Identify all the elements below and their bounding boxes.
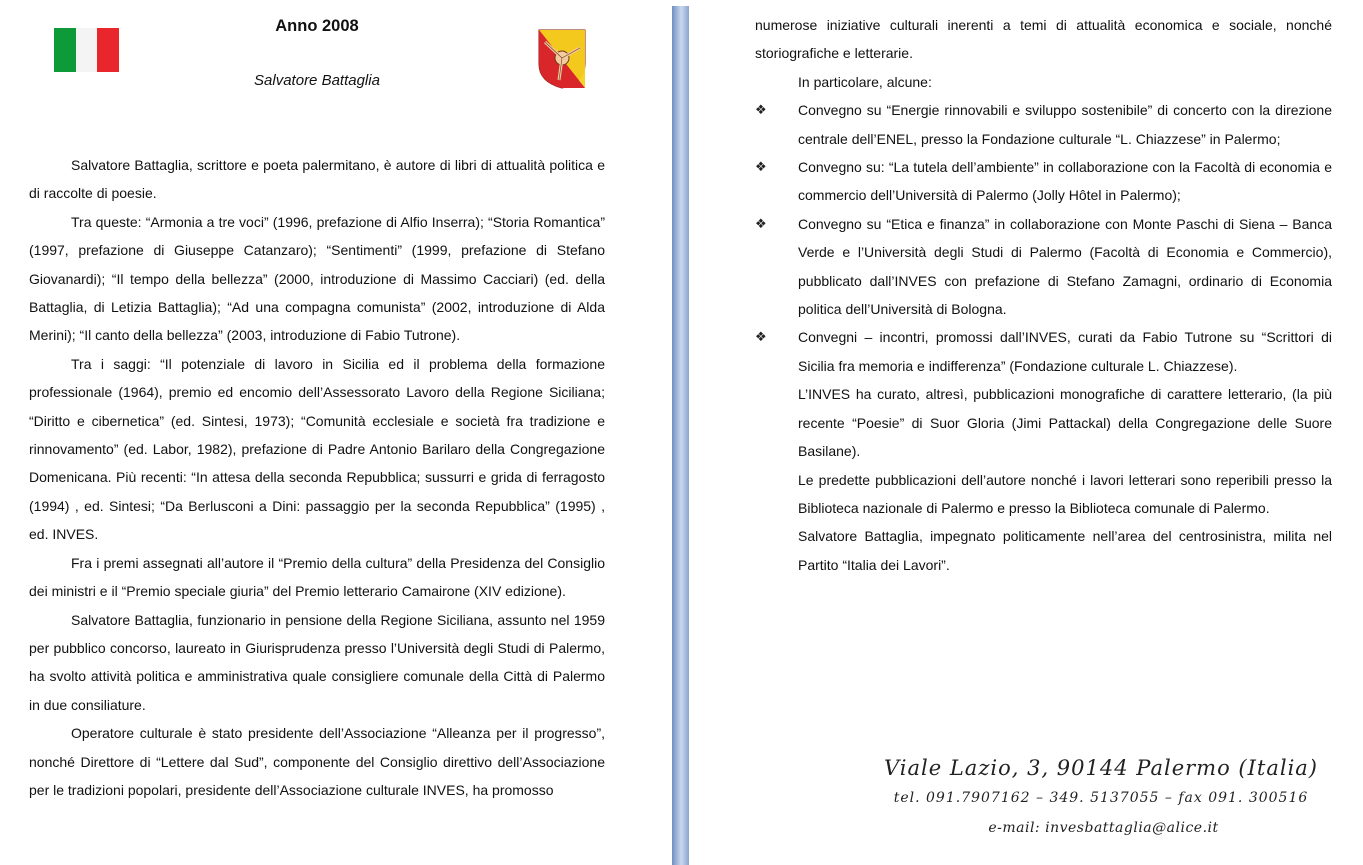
list-item [755, 323, 1332, 380]
bullet-diamond-icon: ❖ [755, 215, 767, 231]
paragraph-continuation: numerose iniziative culturali inerenti a temi di attualità economica e sociale, nonché storiografiche e letterarie. [755, 17, 1332, 62]
list-item-text: Convegni – incontri, promossi dall’INVES, curati da Fabio Tutrone su “Scrittori di Sicilia fra memoria e indifferenza” (Fondazione culturale L. Chiazzese). [798, 329, 1332, 374]
page-left [0, 0, 672, 865]
paragraph: L’INVES ha curato, altresì, pubblicazioni monografiche di carattere letterario, (la più recente “Poesie” di Suor Gloria (Jimi Pattackal) della Congregazione delle Suore Basilane). [798, 386, 1332, 460]
paragraph-intro: In particolare, alcune: [798, 73, 932, 90]
conference-list [755, 96, 1332, 380]
page-divider [672, 6, 689, 865]
bullet-diamond-icon: ❖ [755, 102, 767, 118]
list-item [755, 210, 1332, 324]
list-item-text: Convegno su “Etica e finanza” in collaborazione con Monte Paschi di Siena – Banca Verde e l’Università degli Studi di Palermo (Facoltà di Economia e Commercio), pubblicato dall’INVES con prefazione di Stefano Zamagni, ordinario di Economia politica dell’Università di Bologna. [798, 215, 1332, 318]
list-item [755, 153, 1332, 210]
paragraph: Operatore culturale è stato presidente dell’Associazione “Alleanza per il progresso”, nonché Direttore di “Lettere dal Sud”, componente del Consiglio direttivo dell’Associazione per le tradizioni popolari, presidente dell’Associazione culturale INVES, ha promosso [29, 725, 605, 798]
bullet-diamond-icon: ❖ [755, 329, 767, 345]
signature-address: Viale Lazio, 3, 90144 Palermo (Italia) [884, 756, 1318, 780]
paragraph: Fra i premi assegnati all’autore il “Premio della cultura” della Presidenza del Consiglio dei ministri e il “Premio speciale giuria” del Premio letterario Camairone (XIV edizione). [29, 554, 605, 600]
bullet-diamond-icon: ❖ [755, 159, 767, 175]
page-right [689, 0, 1363, 865]
paragraph: Salvatore Battaglia, impegnato politicamente nell’area del centrosinistra, milita nel Partito “Italia dei Lavori”. [798, 528, 1332, 573]
sicily-coat-of-arms-icon [537, 28, 587, 90]
biography-text [29, 151, 605, 804]
signature-phone: tel. 091.7907162 – 349. 5137055 – fax 091. 300516 [893, 790, 1309, 806]
list-item-text: Convegno su: “La tutela dell’ambiente” in collaborazione con la Facoltà di economia e commercio dell’Università di Palermo (Jolly Hôtel in Palermo); [798, 159, 1332, 204]
page-title: Anno 2008 [275, 17, 359, 35]
signature-email: e-mail: invesbattaglia@alice.it [988, 820, 1219, 836]
paragraph: Tra queste: “Armonia a tre voci” (1996, prefazione di Alfio Inserra); “Storia Romantica” (1997, prefazione di Giuseppe Catanzaro); “Sentimenti” (1999, prefazione di Stefano Giovanardi); “Il tempo della bellezza” (2000, introduzione di Massimo Cacciari) (ed. della Battaglia, di Letizia Battaglia); “Ad una compagna comunista” (2002, introduzione di Alda Merini); “Il canto della bellezza” (2003, introduzione di Fabio Tutrone). [29, 213, 605, 344]
paragraph: Tra i saggi: “Il potenziale di lavoro in Sicilia ed il problema della formazione professionale (1964), premio ed encomio dell’Assessorato Lavoro della Regione Siciliana; “Diritto e cibernetica” (ed. Sintesi, 1973); “Comunità ecclesiale e società fra tradizione e rinnovamento” (ed. Labor, 1982), prefazione di Padre Antonio Barilaro della Congregazione Domenicana. Più recenti: “In attesa della seconda Repubblica; sussurri e grida di ferragosto (1994) , ed. Sintesi; “Da Berlusconi a Dini: passaggio per la seconda Repubblica” (1995) , ed. INVES. [29, 355, 605, 543]
list-item-text: Convegno su “Energie rinnovabili e sviluppo sostenibile” di concerto con la direzione centrale dell’ENEL, presso la Fondazione culturale “L. Chiazzese” in Palermo; [798, 102, 1332, 147]
list-item [755, 96, 1332, 153]
author-name: Salvatore Battaglia [254, 72, 380, 89]
paragraph: Salvatore Battaglia, funzionario in pensione della Regione Siciliana, assunto nel 1959 per pubblico concorso, laureato in Giurisprudenza presso l’Università degli Studi di Palermo, ha svolto attività politica e amministrativa quale consigliere comunale della Città di Palermo in due consiliature. [29, 611, 605, 713]
paragraph: Le predette pubblicazioni dell’autore nonché i lavori letterari sono reperibili presso la Biblioteca nazionale di Palermo e presso la Biblioteca comunale di Palermo. [798, 471, 1332, 516]
paragraph: Salvatore Battaglia, scrittore e poeta palermitano, è autore di libri di attualità politica e di raccolte di poesie. [29, 157, 605, 202]
activities-text [755, 11, 1332, 579]
